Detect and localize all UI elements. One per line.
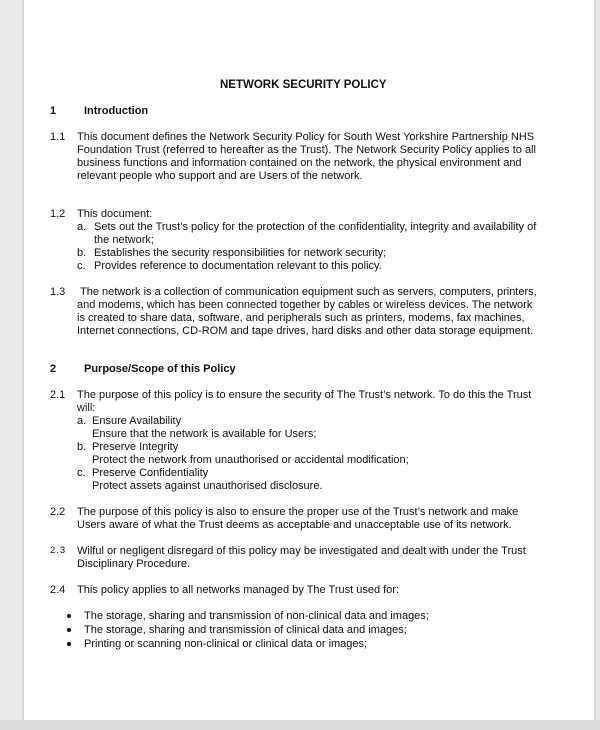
- list-item-line: Provides reference to documentation relevant to this policy.: [94, 260, 382, 272]
- list-marker: c.: [77, 467, 86, 479]
- bullet-icon: [67, 642, 71, 646]
- para-1-1-number: 1.1: [50, 131, 66, 143]
- list-item-line: Establishes the security responsibilities for network security;: [94, 247, 387, 259]
- para-1-2-lead: This document:: [77, 208, 153, 220]
- list-item-line: Ensure that the network is available for Users;: [92, 428, 317, 440]
- list-item-line: Ensure Availability: [92, 415, 182, 427]
- section-2-number: 2: [50, 363, 57, 375]
- para-1-1-line: relevant people who support and are Users of the network.: [77, 170, 363, 182]
- bullet-item: The storage, sharing and transmission of non-clinical data and images;: [84, 610, 429, 622]
- page-bottom-edge: [0, 720, 600, 730]
- section-1-number: 1: [50, 105, 57, 117]
- para-2-1-number: 2.1: [50, 389, 66, 401]
- para-1-3-line: The network is a collection of communication equipment such as servers, computers, printers,: [80, 286, 537, 298]
- para-2-2-number: 2.2: [50, 506, 66, 518]
- list-marker: c.: [77, 260, 86, 272]
- para-1-1-line: This document defines the Network Security Policy for South West Yorkshire Partnership NHS: [77, 131, 535, 143]
- para-2-3-number: 2.3: [50, 545, 67, 556]
- list-item-line: the network;: [94, 234, 154, 246]
- para-2-2-line: Users aware of what the Trust deems as acceptable and unacceptable use of its network.: [77, 519, 512, 531]
- list-item-line: Preserve Confidentiality: [92, 467, 209, 479]
- para-2-3-line: Disciplinary Procedure.: [77, 558, 191, 570]
- para-1-2-number: 1.2: [50, 208, 66, 220]
- section-2-heading: Purpose/Scope of this Policy: [84, 363, 236, 375]
- list-marker: b.: [77, 441, 87, 453]
- para-2-1-line: The purpose of this policy is to ensure the security of The Trust’s network. To do this the Trust: [77, 389, 532, 401]
- para-2-3-line: Wilful or negligent disregard of this policy may be investigated and dealt with under the Trust: [77, 545, 526, 557]
- para-2-2-line: The purpose of this policy is also to ensure the proper use of the Trust’s network and make: [77, 506, 519, 518]
- para-1-3-line: is created to share data, software, and peripherals such as printers, modems, fax machines,: [77, 312, 525, 324]
- list-marker: b.: [77, 247, 87, 259]
- para-1-3-number: 1.3: [50, 286, 66, 298]
- list-marker: a.: [77, 221, 87, 233]
- para-2-4-number: 2.4: [50, 584, 66, 596]
- section-1-heading: Introduction: [84, 105, 149, 117]
- list-item-line: Preserve Integrity: [92, 441, 179, 453]
- para-2-1-line: will:: [77, 402, 96, 414]
- bullet-icon: [67, 628, 71, 632]
- list-item-line: Sets out the Trust’s policy for the protection of the confidentiality, integrity and availability of: [94, 221, 537, 233]
- list-item-line: Protect the network from unauthorised or accidental modification;: [92, 454, 409, 466]
- para-2-4-line: This policy applies to all networks managed by The Trust used for:: [77, 584, 400, 596]
- list-item-line: Protect assets against unauthorised disclosure.: [92, 480, 323, 492]
- para-1-3-line: and modems, which has been connected together by cables or wireless devices. The network: [77, 299, 533, 311]
- para-1-3-line: Internet connections, CD-ROM and tape drives, hard disks and other data storage equipment.: [77, 325, 534, 337]
- list-marker: a.: [77, 415, 87, 427]
- para-1-1-line: business functions and information contained on the network, the physical environment and: [77, 157, 522, 169]
- document-title: NETWORK SECURITY POLICY: [220, 79, 387, 91]
- bullet-item: The storage, sharing and transmission of clinical data and images;: [84, 624, 407, 636]
- bullet-item: Printing or scanning non-clinical or clinical data or images;: [84, 638, 368, 650]
- bullet-icon: [67, 614, 71, 618]
- para-1-1-line: Foundation Trust (referred to hereafter as the Trust). The Network Security Policy applies to all: [77, 144, 536, 156]
